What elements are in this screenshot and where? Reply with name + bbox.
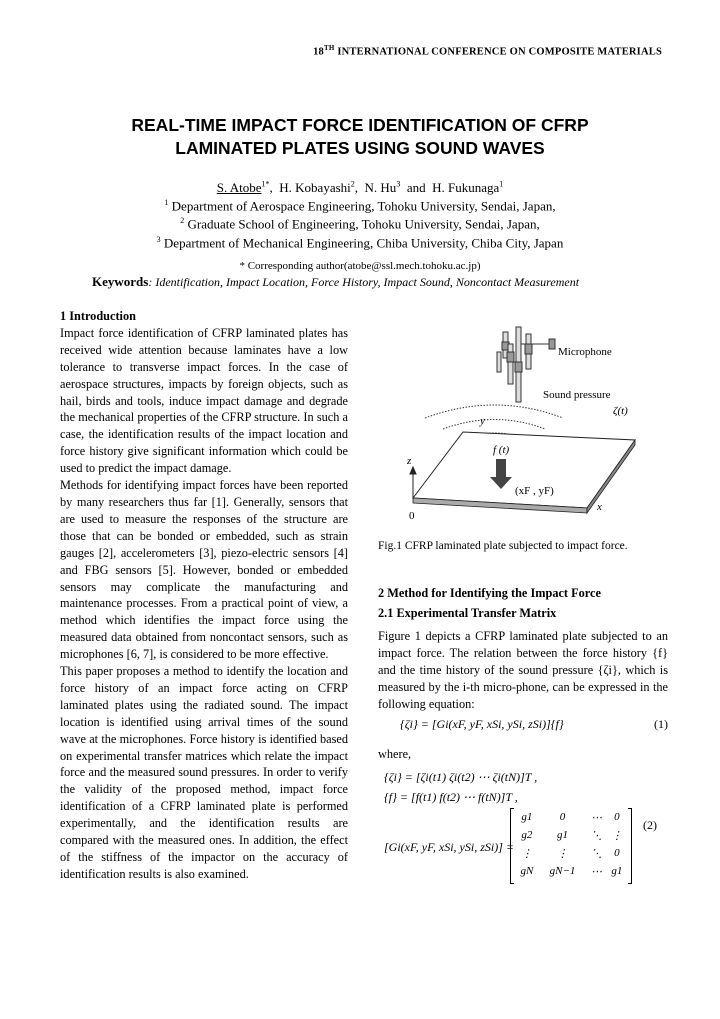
matrix-cell: ⋯	[590, 865, 602, 878]
label-zeta: ζ(t)	[613, 405, 628, 417]
figure-1	[395, 322, 670, 522]
intro-paragraph-1: Impact force identification of CFRP laminated plates has received wide attention because laminates have a low tolerance to transverse impact forces. In the case of aerospace structures, impacts by foreign objects, such as hail, birds and tools, induce impact damage and degrade the mechanical properties of the CFRP structure. In such a case, the identification results of the impact location and force history give significant information which could be used to predict the impact damage.	[60, 325, 348, 476]
affiliation-1: $^1$ Department of Aerospace Engineering, Tohoku University, Sendai, Japan,	[164, 198, 556, 214]
matrix-cell: g1	[521, 811, 533, 823]
matrix-cell: ⋮	[521, 847, 533, 860]
matrix-row	[515, 862, 627, 880]
affiliation-3: $^3$ Department of Mechanical Engineering, Chiba University, Chiba City, Japan	[156, 235, 564, 251]
label-origin: 0	[409, 510, 415, 522]
figure-1-caption: Fig.1 CFRP laminated plate subjected to impact force.	[378, 540, 628, 552]
subsection-heading: 2.1 Experimental Transfer Matrix	[378, 606, 557, 620]
matrix-cell: g1	[557, 829, 569, 841]
title-line-1: REAL-TIME IMPACT FORCE IDENTIFICATION OF CFRP	[131, 115, 589, 135]
right-column	[378, 584, 668, 713]
matrix-cell: 0	[614, 811, 620, 823]
matrix-cell: ⋮	[557, 847, 569, 860]
equation-2a: {ζi} = [ζi(t1) ζi(t2) ⋯ ζi(tN)]T ,	[384, 770, 538, 784]
matrix-row	[515, 826, 627, 844]
equation-1: {ζi} = [Gi(xF, yF, xSi, ySi, zSi)]{f} (1)	[400, 717, 668, 731]
equation-2b: {f} = [f(t1) f(t2) ⋯ f(tN)]T ,	[384, 790, 518, 804]
intro-paragraph-3: This paper proposes a method to identify the location and force history of an impact force acting on CFRP laminated plates using the radiated sound. The impact location is identified using arrival times of the sound wave at the microphones. Force history is identified based on experimental transfer matrices which relate the impact force and the measured sound pressures. In order to verify the validity of the proposed method, impact force identification of a CFRP laminated plate is performed experimentally, and the identification results are compared with the measured ones. In addition, the effect of the stiffness of the impactor on the accuracy of identification results is also examined.	[60, 664, 348, 881]
matrix-cell: ⋯	[590, 811, 602, 824]
matrix-row	[515, 844, 627, 862]
equation-2c: [Gi(xF, yF, xSi, ySi, zSi)] =	[384, 840, 514, 854]
matrix-cell: gN−1	[549, 865, 576, 877]
author-3: N. Hu	[364, 180, 397, 195]
matrix-cell: ⋱	[590, 847, 602, 860]
matrix-cell: ⋱	[590, 829, 602, 842]
matrix-cell: 0	[559, 811, 566, 823]
affiliation-2: $^2$ Graduate School of Engineering, Tohoku University, Sendai, Japan,	[180, 216, 540, 232]
author-2: H. Kobayashi	[279, 180, 351, 195]
matrix-cell: 0	[614, 847, 620, 859]
matrix-cell: g1	[611, 865, 623, 877]
where-label: where,	[378, 747, 412, 761]
intro-paragraph-2: Methods for identifying impact forces have been reported by many researchers thus far [1]. Generally, sensors that are used to measure the responses of the structure are those that can be bonded or embedded, such as strain gauges [2], accelerometers [3], piezo-electric sensors [4] and FBG sensors [5]. However, bonded or embedded sensors may complicate the manufacturing and maintenance processes. From a practical point of view, a method which identifies the impact force using the measured data obtained from noncontact sensors, such as microphones [6, 7], is considered to be more effective.	[60, 478, 348, 662]
label-impact-point: (xF , yF)	[515, 485, 554, 497]
label-f: f (t)	[493, 444, 510, 456]
method-paragraph: Figure 1 depicts a CFRP laminated plate subjected to an impact force. The relation between the force history {f} and the time history of the sound pressure {ζi}, which is measured by the i-th micro-phone, can be expressed in the following equation:	[378, 629, 668, 711]
label-z: z	[407, 455, 412, 467]
author-4: H. Fukunaga	[432, 180, 500, 195]
corresponding-author: * Corresponding author(atobe@ssl.mech.tohoku.ac.jp)	[239, 260, 481, 272]
matrix-cell: ⋮	[611, 829, 623, 842]
label-sound-pressure: Sound pressure	[543, 389, 611, 401]
title-line-2: LAMINATED PLATES USING SOUND WAVES	[175, 138, 545, 158]
keywords: Keywords: Identification, Impact Location, Force History, Impact Sound, Noncontact Measurement	[92, 274, 580, 289]
matrix-G	[510, 808, 632, 884]
matrix-cell: g2	[521, 829, 533, 841]
author-1: S. Atobe	[216, 180, 262, 195]
section-heading-intro: 1 Introduction	[60, 309, 136, 323]
matrix-cell: gN	[520, 865, 534, 877]
label-y: y	[480, 415, 485, 427]
equation-2-number: (2)	[643, 818, 657, 832]
matrix-row	[515, 808, 627, 826]
section-heading-method: 2 Method for Identifying the Impact Force	[378, 586, 601, 600]
paper-title	[60, 114, 660, 160]
label-microphone: Microphone	[558, 346, 612, 358]
author-list: S. Atobe$^{1*}$, H. Kobayashi$^2$, N. Hu$^3$ and H. Fukunaga$^1$	[216, 179, 504, 195]
left-column	[60, 308, 348, 883]
label-x: x	[597, 501, 602, 513]
